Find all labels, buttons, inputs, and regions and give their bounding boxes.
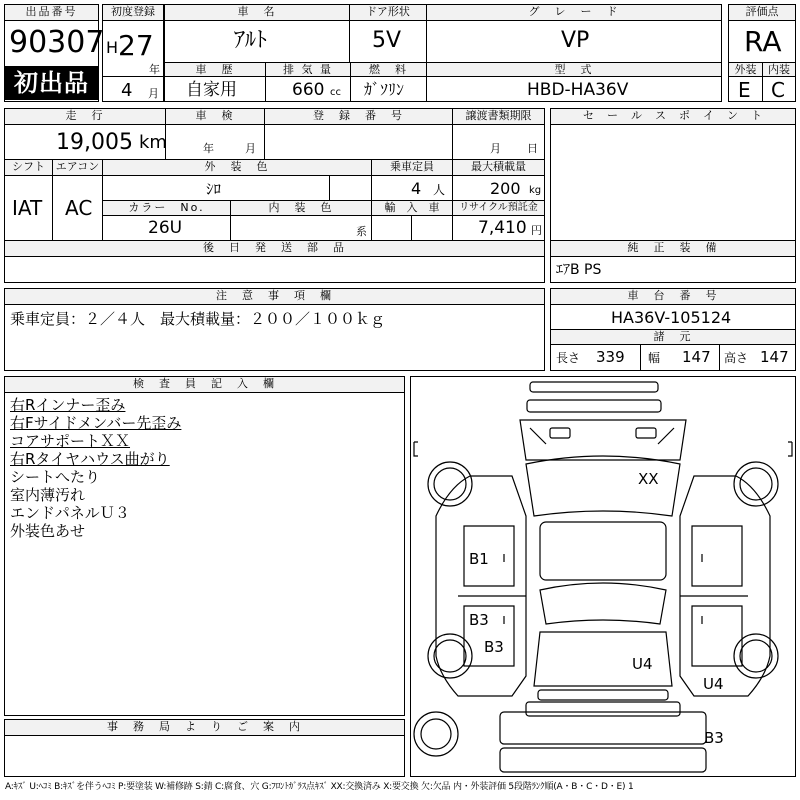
height: 147	[760, 348, 789, 366]
model-label: 型 式	[426, 62, 722, 77]
interior-grade: C	[771, 78, 785, 102]
height-label: 高さ	[724, 351, 749, 365]
ac-label: エアコン	[52, 159, 103, 176]
damage-mark: U4	[632, 655, 653, 673]
reg-year: 27	[118, 29, 154, 62]
office-label: 事 務 局 よ り ご 案 内	[4, 719, 405, 736]
damage-mark: U4	[703, 675, 724, 693]
interior-grade-label: 内装	[762, 62, 796, 77]
mileage-unit: km	[139, 132, 167, 153]
int-color-suffix: 系	[356, 225, 367, 238]
inspection-year-unit: 年	[203, 142, 214, 155]
inspector-line: 右Rタイヤハウス曲がり	[10, 450, 170, 468]
inspector-line: 室内薄汚れ	[10, 486, 86, 504]
shift: IAT	[12, 196, 43, 220]
ext-color: ｼﾛ	[206, 180, 222, 198]
score: RA	[744, 25, 782, 58]
exterior-grade-label: 外装	[728, 62, 763, 77]
legend: A:ｷｽﾞ U:ﾍｺﾐ B:ｷｽﾞを伴うﾍｺﾐ P:要塗装 W:補修跡 S:錆 C:腐食、穴 G:ﾌﾛﾝﾄｶﾞﾗｽ点ｷｽﾞ XX:交換済み X:要交換 欠:欠品 内・外装評価 5段階ﾗﾝｸ順(A・B・C・D・E) 1	[5, 782, 634, 792]
inspector-line: エンドパネルＵ３	[10, 504, 130, 522]
sales-points-label: セ ー ル ス ポ イ ン ト	[550, 108, 796, 125]
first-listing-badge: 初出品	[5, 66, 98, 100]
first-reg-label: 初度登録	[102, 4, 164, 21]
reg-year-unit: 年	[149, 63, 160, 76]
inspector-line: 外装色あせ	[10, 522, 86, 540]
genuine-label: 純 正 装 備	[550, 240, 796, 257]
car-name: ｱﾙﾄ	[234, 28, 268, 53]
door-label: ドア形状	[349, 4, 427, 21]
reg-month-unit: 月	[148, 87, 159, 100]
ext-color-label: 外 装 色	[102, 159, 372, 176]
inspector-line: 右Rインナー歪み	[10, 396, 126, 414]
mileage-label: 走 行	[4, 108, 166, 125]
capacity-label: 乗車定員	[371, 159, 453, 176]
lot-label: 出品番号	[4, 4, 99, 21]
history-label: 車 歴	[164, 62, 266, 77]
import-label: 輸 入 車	[371, 200, 453, 216]
car-name-label: 車 名	[164, 4, 350, 21]
max-load: 200	[490, 179, 521, 198]
int-color-label: 内 装 色	[230, 200, 372, 216]
damage-mark: B3	[704, 729, 724, 747]
width: 147	[682, 348, 711, 366]
shift-label: シフト	[4, 159, 53, 176]
ac: AC	[65, 196, 93, 220]
damage-mark: B3	[484, 638, 504, 656]
fuel-label: 燃 料	[350, 62, 427, 77]
inspector-label: 検 査 員 記 入 欄	[4, 376, 405, 393]
inspector-line: コアサポートＸＸ	[10, 432, 131, 450]
inspector-line: シートへたり	[10, 468, 101, 486]
score-label: 評価点	[728, 4, 796, 21]
chassis-number: HA36V-105124	[611, 308, 732, 327]
genuine: ｴｱB PS	[556, 262, 602, 278]
mileage: 19,005	[56, 130, 133, 155]
notes-text: 乗車定員：２／４人 最大積載量：２００／１００ｋｇ	[10, 310, 386, 328]
lot-number: 90307	[9, 25, 105, 60]
length: 339	[596, 348, 625, 366]
reg-no-label: 登 録 番 号	[264, 108, 453, 125]
inspector-line: 右Fサイドメンバー先歪み	[10, 414, 182, 432]
exterior-grade: E	[738, 78, 751, 102]
recycle-label: リサイクル預託金	[452, 200, 545, 216]
car-diagram	[410, 376, 796, 777]
inspection-month-unit: 月	[245, 142, 256, 155]
width-label: 幅	[648, 351, 661, 365]
era: H	[106, 38, 119, 57]
recycle: 7,410	[478, 218, 527, 238]
transfer-month-unit: 月	[490, 142, 501, 155]
damage-mark: B3	[469, 611, 489, 629]
capacity-unit: 人	[433, 183, 446, 197]
max-load-unit: kg	[529, 185, 542, 196]
displacement: 660	[292, 80, 325, 100]
door-type: 5V	[372, 28, 402, 53]
length-label: 長さ	[556, 351, 581, 365]
displacement-unit: cc	[330, 87, 341, 98]
color-no-label: カラー No.	[102, 200, 231, 216]
history: 自家用	[186, 80, 237, 100]
grade: VP	[561, 28, 590, 53]
recycle-unit: 円	[531, 224, 542, 237]
chassis-label: 車 台 番 号	[550, 288, 796, 305]
grade-label: グ レ ー ド	[426, 4, 722, 21]
capacity: 4	[411, 179, 422, 198]
later-parts-label: 後 日 発 送 部 品	[4, 240, 545, 257]
color-no: 26U	[148, 218, 183, 238]
fuel: ｶﾞｿﾘﾝ	[364, 80, 405, 99]
dims-label: 諸 元	[550, 329, 796, 345]
displacement-label: 排 気 量	[265, 62, 351, 77]
transfer-label: 譲渡書類期限	[452, 108, 545, 125]
damage-mark: XX	[638, 470, 659, 488]
notes-label: 注 意 事 項 欄	[4, 288, 545, 305]
transfer-day-unit: 日	[527, 142, 538, 155]
inspection-label: 車 検	[165, 108, 265, 125]
max-load-label: 最大積載量	[452, 159, 545, 176]
damage-mark: B1	[469, 550, 489, 568]
reg-month: 4	[121, 80, 133, 101]
model: HBD-HA36V	[527, 80, 629, 100]
